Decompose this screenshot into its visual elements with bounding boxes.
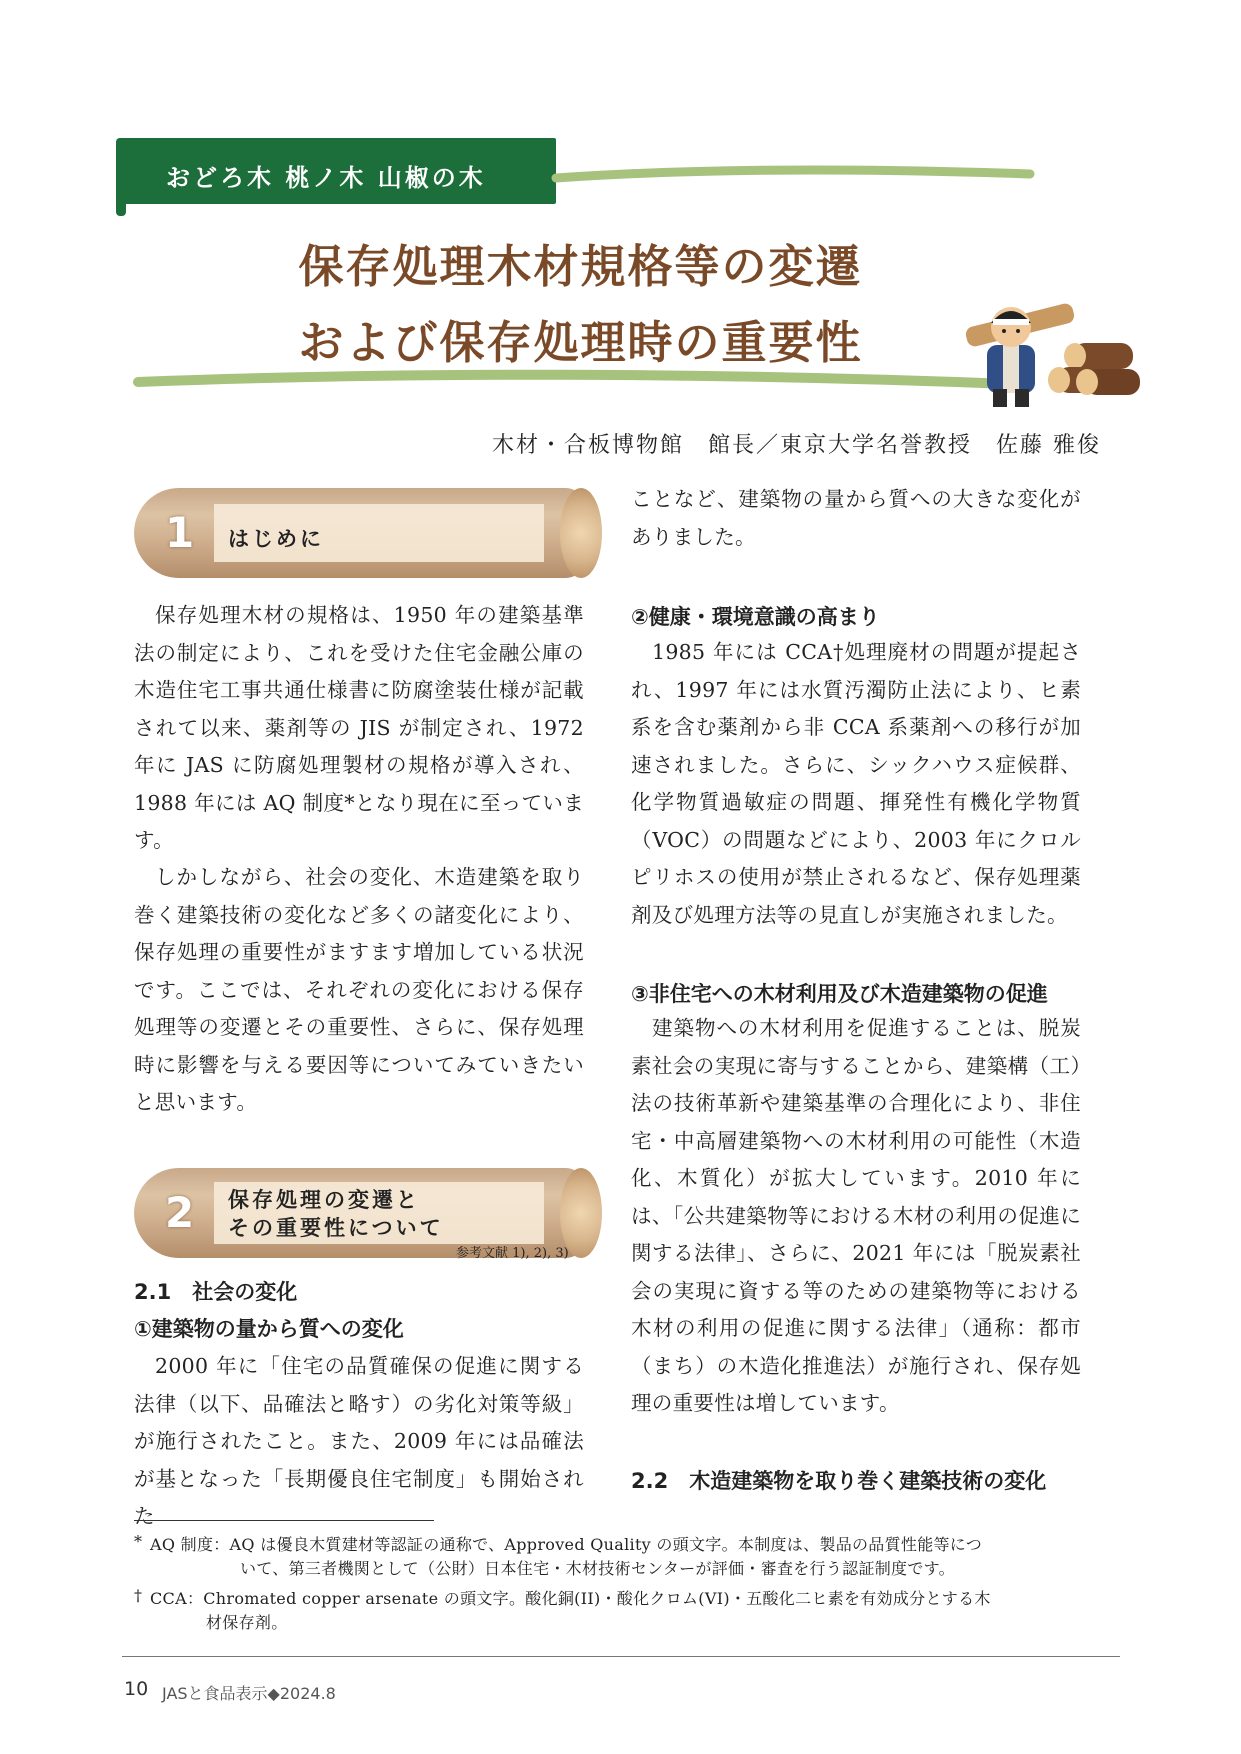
heading-2-1-3: ③非住宅への木材利用及び木造建築物の促進 — [631, 982, 1048, 1006]
footnote2-line1: CCA：Chromated copper arsenate の頭文字。酸化銅(II)・酸化クロム(VI)・五酸化二ヒ素を有効成分とする木 — [150, 1589, 991, 1608]
footnote1-line2: いて、第三者機関として（公財）日本住宅・木材技術センターが評価・審査を行う認証制度です。 — [240, 1559, 955, 1578]
footnote2-mark: † — [134, 1586, 143, 1605]
log-end — [560, 488, 602, 578]
journal-name: JASと食品表示 — [162, 1684, 268, 1703]
series-title: おどろ木 桃ノ木 山椒の木 — [166, 164, 486, 192]
footer-journal — [162, 1681, 336, 1704]
section2-title-line2: その重要性について — [228, 1216, 444, 1240]
section2-number: 2 — [165, 1188, 195, 1237]
heading-2-1-1: ①建築物の量から質への変化 — [134, 1317, 404, 1341]
issue-date: 2024.8 — [279, 1684, 336, 1703]
paragraph-2-1-1-continued: ことなど、建築物の量から質への大きな変化がありました。 — [631, 487, 1081, 549]
heading-2-1: 2.1 社会の変化 — [134, 1280, 298, 1304]
section1-paragraph2: しかしながら、社会の変化、木造建築を取り巻く建築技術の変化など多くの諸変化により、保存処理の重要性がますます増加している状況です。ここでは、それぞれの変化における保存処理等の変遷とその重要性、さらに、保存処理時に影響を与える要因等についてみていきたいと思います。 — [134, 865, 584, 1114]
article-title-line1: 保存処理木材規格等の変遷 — [298, 240, 863, 293]
paragraph-2-1-2: 1985 年には CCA†処理廃材の問題が提起され、1997 年には水質汚濁防止法により、ヒ素系を含む薬剤から非 CCA 系薬剤への移行が加速されました。さらに、シックハウス症候群、化学物質過敏症の問題、揮発性有機化学物質（VOC）の問題などにより、2003 年にクロルピリホスの使用が禁止されるなど、保存処理薬剤及び処理方法等の見直しが実施されました。 — [631, 640, 1081, 927]
paragraph-2-1-3: 建築物への木材利用を促進することは、脱炭素社会の実現に寄与することから、建築構（工）法の技術革新や建築基準の合理化により、非住宅・中高層建築物への木材利用の可能性（木造化、木質化）が拡大しています。2010 年には、「公共建築物等における木材の利用の促進に関する法律」、さらに、2021 年には「脱炭素社会の実現に資する等のための建築物等における木材の利用の促進に関する法律」（通称：都市（まち）の木造化推進法）が施行され、保存処理の重要性は増しています。 — [631, 1016, 1081, 1415]
footnote-divider — [134, 1520, 434, 1521]
footnote1-mark: * — [134, 1532, 143, 1551]
footnote2-line2: 材保存剤。 — [206, 1613, 288, 1632]
section1-paragraph1: 保存処理木材の規格は、1950 年の建築基準法の制定により、これを受けた住宅金融公庫の木造住宅工事共通仕様書に防腐塗装仕様が記載されて以来、薬剤等の JIS が制定され、1972 年に JAS に防腐処理製材の規格が導入され、1988 年には AQ 制度*となり現在に至っています。 — [134, 603, 584, 852]
diamond-icon: ◆ — [267, 1684, 280, 1703]
section2-references: 参考文献 1), 2), 3) — [456, 1246, 569, 1261]
heading-2-1-2: ②健康・環境意識の高まり — [631, 605, 880, 629]
section2-title-line1: 保存処理の変遷と — [228, 1188, 420, 1212]
page-number: 10 — [124, 1678, 149, 1700]
author-line: 木材・合板博物館 館長／東京大学名誉教授 佐藤 雅俊 — [492, 433, 1101, 458]
footer-rule — [122, 1656, 1120, 1657]
section1-number: 1 — [165, 508, 195, 557]
footnote1-line1: AQ 制度：AQ は優良木質建材等認証の通称で、Approved Quality の頭文字。本制度は、製品の品質性能等につ — [150, 1535, 983, 1554]
section1-title: はじめに — [228, 527, 324, 551]
paragraph-2-1-1: 2000 年に「住宅の品質確保の促進に関する法律（以下、品確法と略す）の劣化対策等級」が施行されたこと。また、2009 年には品確法が基となった「長期優良住宅制度」も開始された — [134, 1354, 584, 1528]
woodcutter-illustration — [965, 285, 1145, 410]
heading-2-2: 2.2 木造建築物を取り巻く建築技術の変化 — [631, 1469, 1047, 1493]
article-title-line2: および保存処理時の重要性 — [298, 316, 863, 369]
